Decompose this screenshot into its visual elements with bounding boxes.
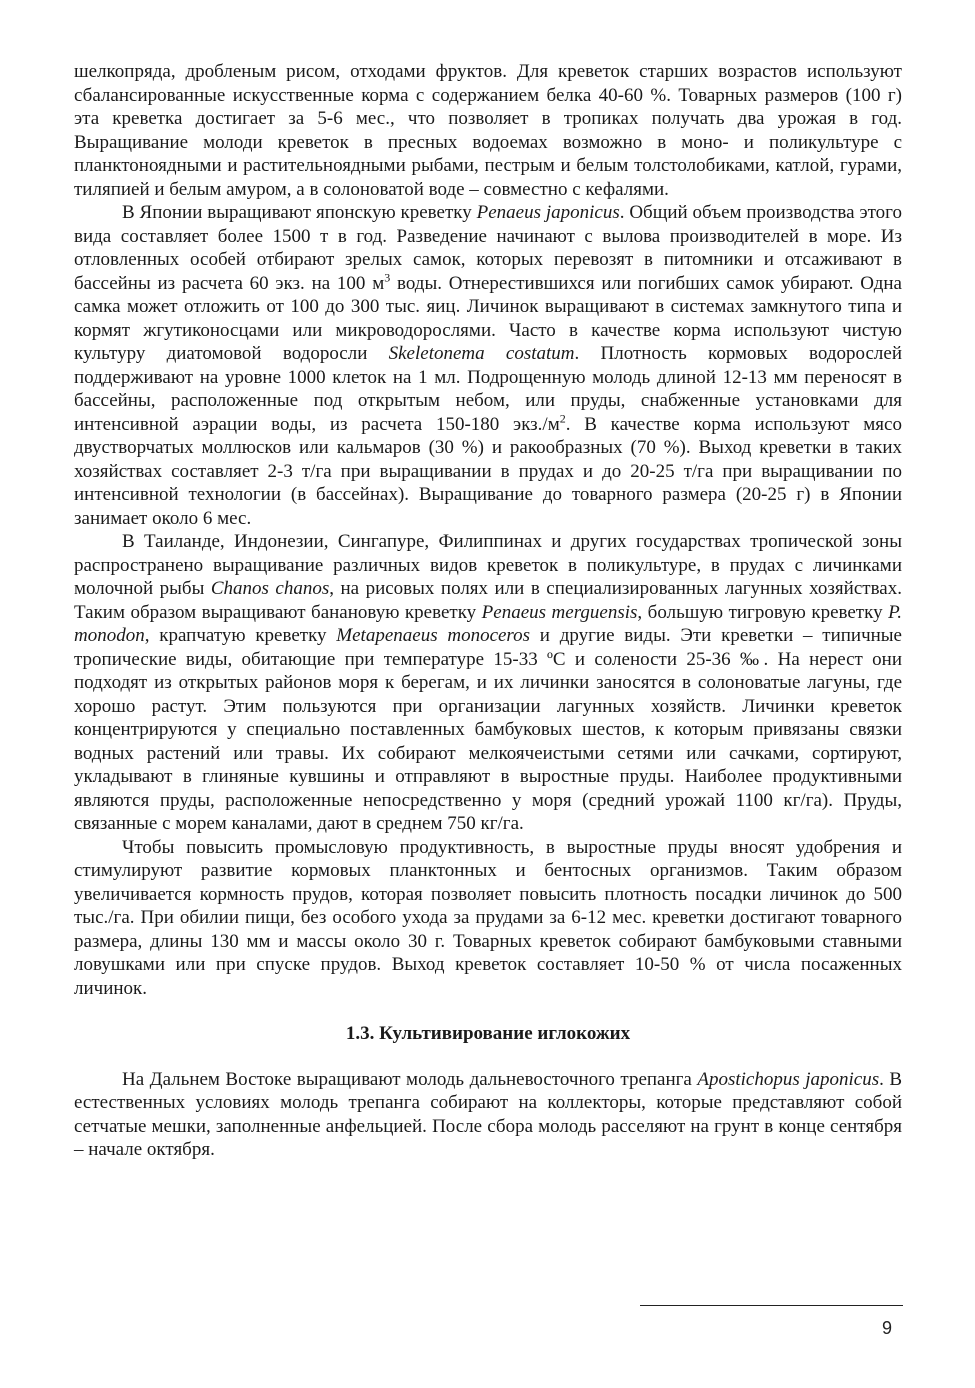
document-body xyxy=(74,60,902,1162)
paragraph-echinoderms: На Дальнем Востоке выращивают молодь дальневосточного трепанга Apostichopus japonicus. В естественных условиях молодь трепанга собирают на коллекторы, которые представляют собой сетчатые мешки, заполненные анфельцией. После сбора молодь расселяют на грунт в конце сентября – начале октября. xyxy=(74,1068,902,1160)
paragraph-productivity: Чтобы повысить промысловую продуктивность, в выростные пруды вносят удобрения и стимулируют развитие кормовых планктонных и бентосных организмов. Таким образом увеличивается кормность прудов, которая позволяет повысить плотность посадки личинок до 500 тыс./га. При обилии пищи, без особого ухода за прудами за 6-12 мес. креветки достигают товарного размера, длины 130 мм и массы около 30 г. Товарных креветок собирают бамбуковыми ставными ловушками или при спуске прудов. Выход креветок составляет 10-50 % от числа посаженных личинок. xyxy=(74,836,902,999)
section-heading: 1.3. Культивирование иглокожих xyxy=(345,1023,631,1044)
paragraph-japan: В Японии выращивают японскую креветку Penaeus japonicus. Общий объем производства этого вида составляет более 1500 т в год. Разведение начинают с вылова производителей в море. Из отловленных особей отбирают зрелых самок, которых перевозят в питомники и отсаживают в бассейны из расчета 60 экз. на 100 $м^3$ воды. Отнерестившихся или погибших самок убирают. Одна самка может отложить от 100 до 300 тыс. яиц. Личинок выращивают в системах замкнутого типа и кормят жгутиконосцами или микроводорослями. Часто в качестве корма используют чистую культуру диатомовой водоросли Skeletonema costatum. Плотность кормовых водорослей поддерживают на уровне 1000 клеток на 1 мл. Подрощенную молодь длиной 12-13 мм переносят в бассейны, расположенные под открытым небом, или пруды, снабженные установками для интенсивной аэрации воды, из расчета 150-180 $экз./м^2$. В качестве корма используют мясо двустворчатых моллюсков или кальмаров (30 %) и ракообразных (70 %). Выход креветки в таких хозяйствах составляет 2-3 т/га при выращивании в прудах и до 20-25 т/га при выращивании по интенсивной технологии (в бассейнах). Выращивание до товарного размера (20-25 г) в Японии занимает около 6 мес. xyxy=(74,202,902,529)
page-number: 9 xyxy=(882,1318,893,1338)
footer-divider xyxy=(640,1305,903,1306)
paragraph-1: шелкопряда, дробленым рисом, отходами фруктов. Для креветок старших возрастов используют сбалансированные искусственные корма с содержанием белка 40-60 %. Товарных размеров (100 г) эта креветка достигает за 5-6 мес., что позволяет в тропиках получать два урожая в год. Выращивание молоди креветок в пресных водоемах возможно в моно- и поликультуре с планктоноядными и растительноядными рыбами, пестрым и белым толстолобиками, катлой, гурами, тиляпией и белым амуром, а в солоноватой воде – совместно с кефалями. xyxy=(74,61,902,200)
paragraph-tropics: В Таиланде, Индонезии, Сингапуре, Филиппинах и других государствах тропической зоны распространено выращивание различных видов креветок в поликультуре, в прудах с личинками молочной рыбы Chanos chanos, на рисовых полях или в специализированных лагунных хозяйствах. Таким образом выращивают банановую креветку Penaeus merguensis, большую тигровую креветку P. monodon, крапчатую креветку Metapenaeus monoceros и другие виды. Эти креветки – типичные тропические виды, обитающие при температуре 15-33 ºС и солености 25-36 ‰. На нерест они подходят из открытых районов моря к берегам, и их личинки заносятся в солоноватые лагуны, где хорошо растут. Этим пользуются при организации лагунных хозяйств. Личинки креветок концентрируются у специально поставленных бамбуковых шестов, к которым привязаны связки водных растений или травы. Их собирают мелкоячеистыми сетями или сачками, сортируют, укладывают в глиняные кувшины и отправляют в выростные пруды. Наиболее продуктивными являются пруды, расположенные непосредственно у моря (средний урожай 1100 кг/га). Пруды, связанные с морем каналами, дают в среднем 750 кг/га. xyxy=(74,531,903,834)
